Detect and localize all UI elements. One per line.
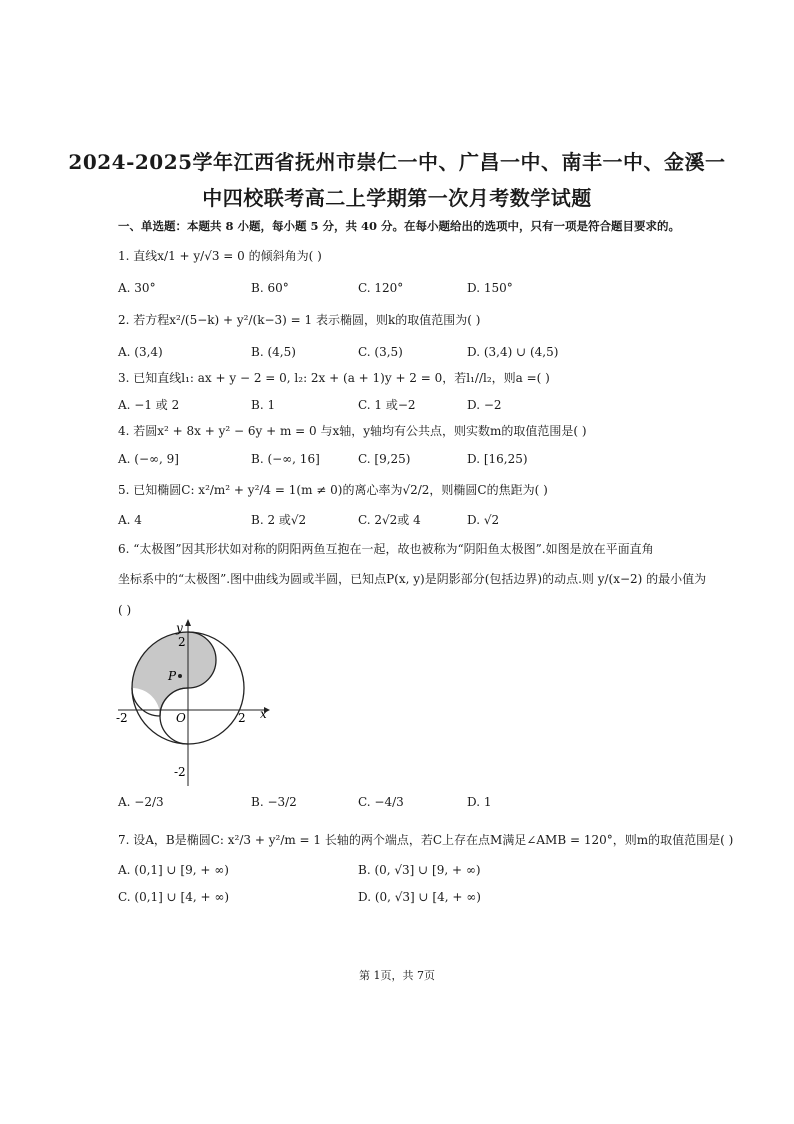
- option-c[interactable]: C. 1 或−2: [358, 398, 416, 412]
- option-b[interactable]: B. 2 或√2: [251, 513, 307, 527]
- option-c[interactable]: C. 2√2或 4: [358, 513, 421, 527]
- question-2-options: [118, 344, 718, 360]
- tick-y-neg: -2: [174, 765, 186, 779]
- y-axis-arrow: [185, 619, 191, 626]
- question-5-options: [118, 512, 718, 528]
- point-p-dot: [178, 674, 182, 678]
- point-p-label: P: [168, 669, 177, 683]
- tick-y-pos: 2: [178, 635, 186, 649]
- option-d[interactable]: D. √2: [467, 513, 500, 527]
- option-b[interactable]: B. −3/2: [251, 795, 297, 809]
- question-5-stem: 5. 已知椭圆C: x²/m² + y²/4 = 1(m ≠ 0)的离心率为√2/2，则椭圆C的焦距为( ): [118, 483, 548, 497]
- question-3-stem: 3. 已知直线l₁: ax + y − 2 = 0, l₂: 2x + (a + 1)y + 2 = 0，若l₁//l₂，则a =( ): [118, 371, 550, 385]
- option-d[interactable]: D. −2: [467, 398, 502, 412]
- question-6-options: [118, 794, 718, 810]
- question-7-options-row2: [118, 889, 718, 905]
- question-6-stem-line3: ( ): [118, 603, 132, 617]
- option-c[interactable]: C. 120°: [358, 281, 404, 295]
- option-b[interactable]: B. (0, √3] ∪ [9, + ∞): [358, 863, 481, 877]
- exam-title-line2: 中四校联考高二上学期第一次月考数学试题: [202, 186, 592, 210]
- x-axis-label: x: [260, 707, 267, 721]
- option-b[interactable]: B. 1: [251, 398, 276, 412]
- option-a[interactable]: A. (0,1] ∪ [9, + ∞): [118, 863, 229, 877]
- question-6-stem-line1: 6. “太极图”因其形状如对称的阴阳两鱼互抱在一起，故也被称为“阴阳鱼太极图”.如图是放在平面直角: [118, 542, 654, 556]
- question-1-stem: 1. 直线x/1 + y/√3 = 0 的倾斜角为( ): [118, 249, 322, 263]
- tick-x-neg: -2: [116, 711, 128, 725]
- tick-x-pos: 2: [238, 711, 246, 725]
- option-a[interactable]: A. (3,4): [118, 345, 163, 359]
- question-2-stem: 2. 若方程x²/(5−k) + y²/(k−3) = 1 表示椭圆，则k的取值范围为( ): [118, 313, 481, 327]
- question-7-options-row1: [118, 862, 718, 878]
- option-d[interactable]: D. [16,25): [467, 452, 528, 466]
- option-b[interactable]: B. (−∞, 16]: [251, 452, 320, 466]
- option-a[interactable]: A. −1 或 2: [118, 398, 180, 412]
- page-footer: 第 1页，共 7页: [359, 969, 435, 982]
- option-a[interactable]: A. −2/3: [118, 795, 164, 809]
- option-a[interactable]: A. 30°: [118, 281, 156, 295]
- question-3-options: [118, 397, 718, 413]
- section-heading: 一、单选题：本题共 8 小题，每小题 5 分，共 40 分。在每小题给出的选项中，只有一项是符合题目要求的。: [118, 219, 681, 233]
- taiji-figure: [112, 618, 272, 788]
- option-d[interactable]: D. 150°: [467, 281, 513, 295]
- question-1-options: [118, 280, 718, 296]
- option-a[interactable]: A. (−∞, 9]: [118, 452, 179, 466]
- question-4-stem: 4. 若圆x² + 8x + y² − 6y + m = 0 与x轴，y轴均有公共点，则实数m的取值范围是( ): [118, 424, 587, 438]
- y-axis-label: y: [176, 621, 183, 635]
- question-6-stem-line2: 坐标系中的“太极图”.图中曲线为圆或半圆，已知点P(x, y)是阴影部分(包括边界)的动点.则 y/(x−2) 的最小值为: [118, 572, 707, 586]
- option-d[interactable]: D. 1: [467, 795, 492, 809]
- exam-title-line1: 2024-2025学年江西省抚州市崇仁一中、广昌一中、南丰一中、金溪一: [68, 150, 726, 174]
- option-c[interactable]: C. [9,25): [358, 452, 411, 466]
- option-a[interactable]: A. 4: [118, 513, 142, 527]
- question-4-options: [118, 451, 718, 467]
- question-7-stem: 7. 设A，B是椭圆C: x²/3 + y²/m = 1 长轴的两个端点，若C上存在点M满足∠AMB = 120°，则m的取值范围是( ): [118, 833, 734, 847]
- option-b[interactable]: B. (4,5): [251, 345, 296, 359]
- option-d[interactable]: D. (0, √3] ∪ [4, + ∞): [358, 890, 481, 904]
- option-c[interactable]: C. (3,5): [358, 345, 403, 359]
- option-c[interactable]: C. −4/3: [358, 795, 404, 809]
- option-d[interactable]: D. (3,4) ∪ (4,5): [467, 345, 559, 359]
- option-b[interactable]: B. 60°: [251, 281, 289, 295]
- option-c[interactable]: C. (0,1] ∪ [4, + ∞): [118, 890, 230, 904]
- origin-label: O: [176, 711, 186, 725]
